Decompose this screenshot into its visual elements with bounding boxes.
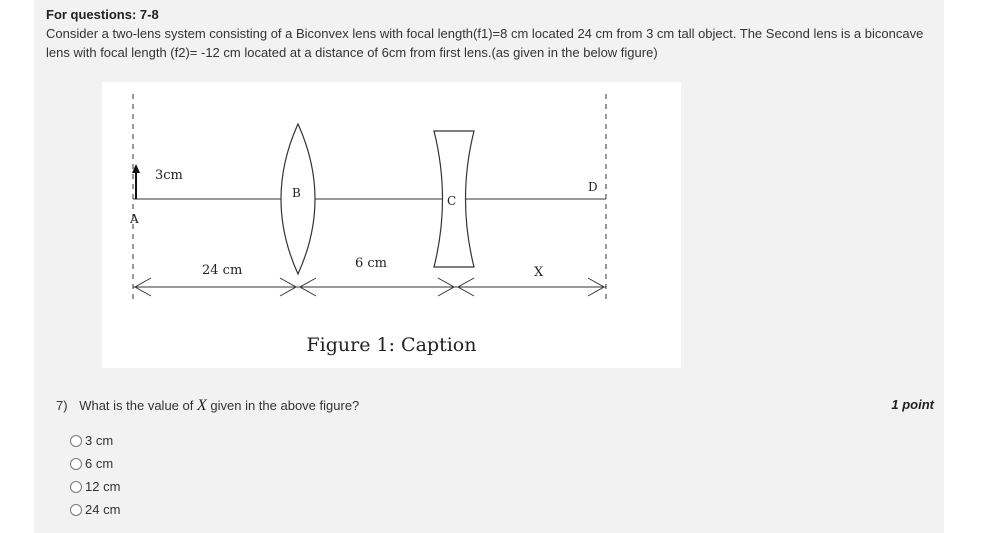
answer-options <box>70 429 120 521</box>
option-6cm[interactable] <box>70 452 120 475</box>
distance-x-label: X <box>534 265 544 280</box>
question-row <box>56 397 934 415</box>
question-text-after: given in the above figure? <box>210 398 360 413</box>
problem-description: Consider a two-lens system consisting of a Biconvex lens with focal length(f1)=8 cm located 24 cm from 3 cm tall object. The Second lens is a biconcave lens with focal length (f2)= -12 cm located at a distance of 6cm from first lens.(as given in the below figure) <box>46 26 924 60</box>
question-variable: X <box>196 397 207 414</box>
image-plane-label: D <box>588 180 598 194</box>
distance-1-label: 24 cm <box>202 263 243 278</box>
questions-heading: For questions: 7-8 <box>46 7 159 22</box>
option-3cm[interactable] <box>70 429 120 452</box>
radio-button[interactable] <box>70 481 82 493</box>
radio-button[interactable] <box>70 435 82 447</box>
lens2-label: C <box>447 194 457 208</box>
option-label: 6 cm <box>85 456 114 471</box>
radio-button[interactable] <box>70 458 82 470</box>
question-number: 7) <box>56 398 68 413</box>
distance-2-label: 6 cm <box>355 256 388 271</box>
lens-figure <box>102 82 681 368</box>
radio-button[interactable] <box>70 504 82 516</box>
figure-caption: Figure 1: Caption <box>306 334 477 356</box>
option-24cm[interactable] <box>70 498 120 521</box>
lens1-label: B <box>292 186 301 200</box>
option-label: 12 cm <box>85 479 121 494</box>
points-label: 1 point <box>891 397 934 412</box>
option-12cm[interactable] <box>70 475 120 498</box>
object-height-label: 3cm <box>155 168 183 183</box>
question-text-before: What is the value of <box>79 398 194 413</box>
option-label: 24 cm <box>85 502 121 517</box>
lens-diagram <box>102 82 681 368</box>
option-label: 3 cm <box>85 433 114 448</box>
object-label: A <box>130 212 139 226</box>
